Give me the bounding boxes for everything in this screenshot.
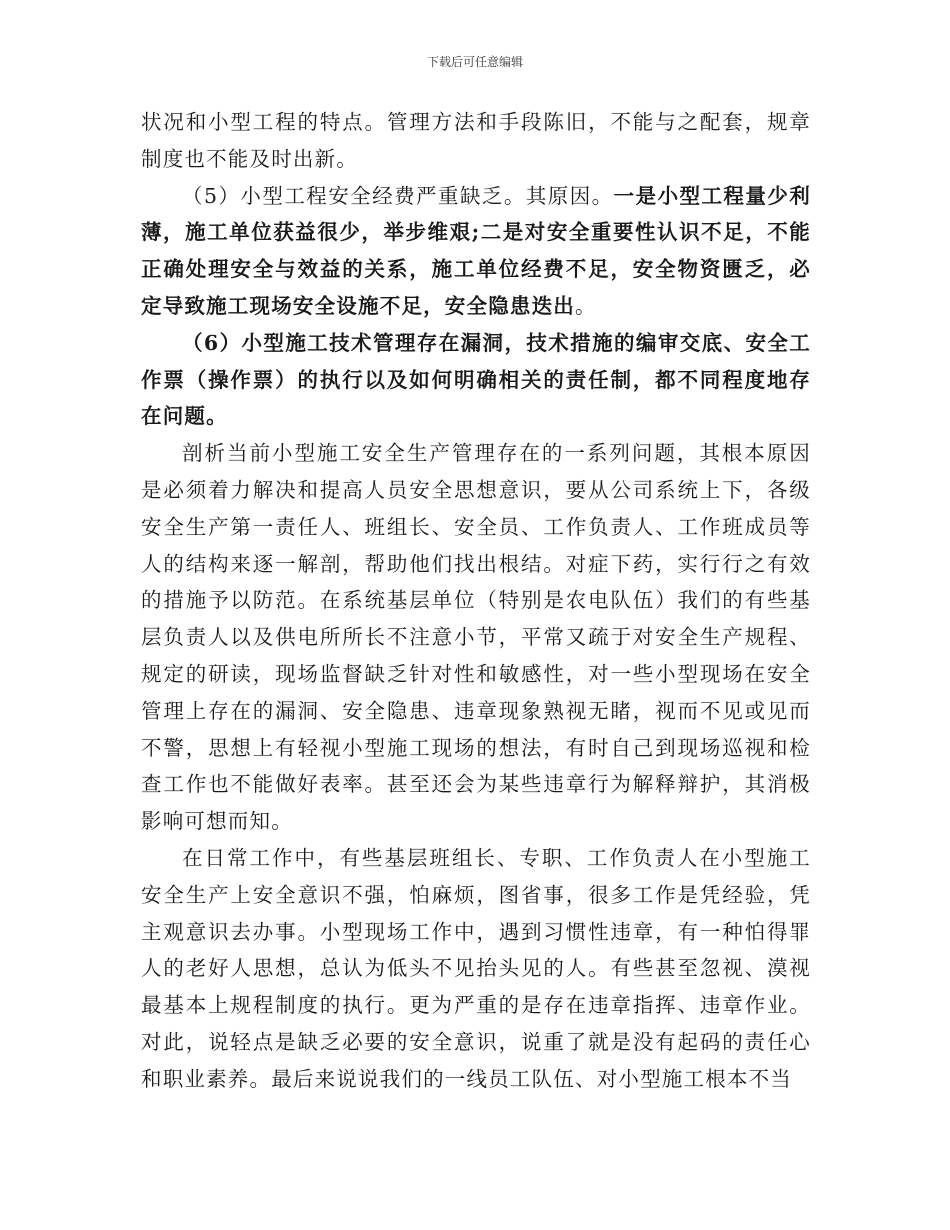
- paragraph-item-5-lead: （5）小型工程安全经费严重缺乏。其原因。: [182, 183, 614, 208]
- paragraph-item-5-tail: 。: [575, 293, 597, 318]
- paragraph-daily-work: 在日常工作中，有些基层班组长、专职、工作负责人在小型施工安全生产上安全意识不强，怕麻烦，图省事，很多工作是凭经验，凭主观意识去办事。小型现场工作中，遇到习惯性违章，有一种怕得罪人的老好人思想，总认为低头不见抬头见的人。有些甚至忽视、漠视最基本上规程制度的执行。更为严重的是存在违章指挥、违章作业。对此，说轻点是缺乏必要的安全意识，说重了就是没有起码的责任心和职业素养。最后来说说我们的一线员工队伍、对小型施工根本不当: [141, 845, 811, 1091]
- paragraph-continuation: 状况和小型工程的特点。管理方法和手段陈旧，不能与之配套，规章制度也不能及时出新。: [141, 110, 811, 171]
- paragraph-item-5: [141, 178, 811, 325]
- paragraph-item-5-bold: 一是小型工程量少利薄，施工单位获益很少，举步维艰;二是对安全重要性认识不足，不能正确处理安全与效益的关系，施工单位经费不足，安全物资匮乏，必定导致施工现场安全设施不足，安全隐患迭出: [141, 183, 811, 318]
- paragraph-analysis: 剖析当前小型施工安全生产管理存在的一系列问题，其根本原因是必须着力解决和提高人员安全思想意识，要从公司系统上下，各级安全生产第一责任人、班组长、安全员、工作负责人、工作班成员等人的结构来逐一解剖，帮助他们找出根结。对症下药，实行行之有效的措施予以防范。在系统基层单位（特别是农电队伍）我们的有些基层负责人以及供电所所长不注意小节，平常又疏于对安全生产规程、规定的研读，现场监督缺乏针对性和敏感性，对一些小型现场在安全管理上存在的漏洞、安全隐患、违章现象熟视无睹，视而不见或见而不警，思想上有轻视小型施工现场的想法，有时自己到现场巡视和检查工作也不能做好表率。甚至还会为某些违章行为解释辩护，其消极影响可想而知。: [141, 441, 811, 834]
- paragraph-item-6: （6）小型施工技术管理存在漏洞，技术措施的编审交底、安全工作票（操作票）的执行以及如何明确相关的责任制，都不同程度地存在问题。: [141, 330, 811, 429]
- document-body: [141, 104, 811, 1098]
- page-header: 下载后可任意编辑: [426, 55, 523, 69]
